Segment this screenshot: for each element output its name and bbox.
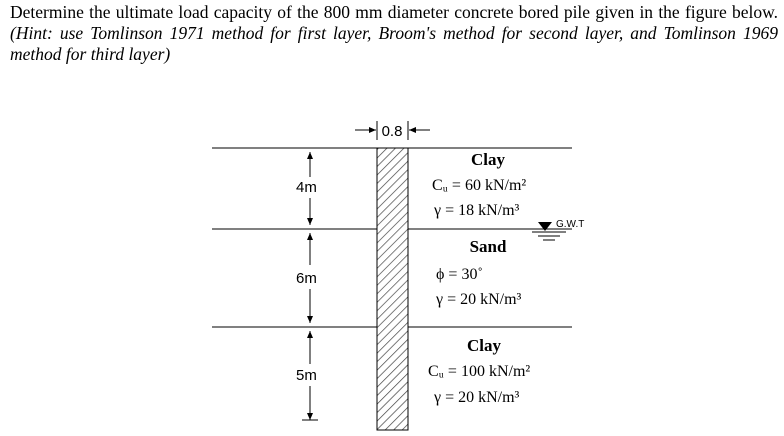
problem-text: Determine the ultimate load capacity of the 800 mm diameter concrete bored pile given in the figure below.: [10, 2, 778, 22]
layer-2-dimension: [296, 233, 317, 323]
layer-1-unit-weight: γ = 18 kN/m³: [434, 202, 520, 219]
layer-2-unit-weight: γ = 20 kN/m³: [436, 291, 522, 308]
layer-3-cohesion: Cᵤ = 100 kN/m²: [428, 363, 531, 380]
layer-2-thickness: 6m: [296, 270, 317, 287]
layer-1-cohesion: Cᵤ = 60 kN/m²: [432, 177, 527, 194]
layer-2-name: Sand: [469, 237, 507, 256]
water-table-triangle-icon: [538, 222, 552, 231]
gwt-label: G.W.T: [556, 219, 585, 230]
pile-width-label: 0.8: [381, 123, 403, 140]
layer-3-thickness: 5m: [296, 367, 317, 384]
layer-1-dimension: [296, 152, 317, 225]
layer-3-unit-weight: γ = 20 kN/m³: [434, 389, 520, 406]
layer-2-friction-angle: ϕ = 30˚: [436, 266, 483, 283]
problem-hint: (Hint: use Tomlinson 1971 method for first layer, Broom's method for second layer, and Tomlinson 1969 method for third layer): [10, 23, 778, 64]
pile-shaft: [377, 148, 408, 430]
layer-1-name: Clay: [471, 150, 505, 169]
layer-1-thickness: 4m: [296, 179, 317, 196]
pile-width-dimension: [355, 121, 430, 140]
layer-3-dimension: [296, 331, 318, 420]
layer-3-name: Clay: [467, 336, 501, 355]
